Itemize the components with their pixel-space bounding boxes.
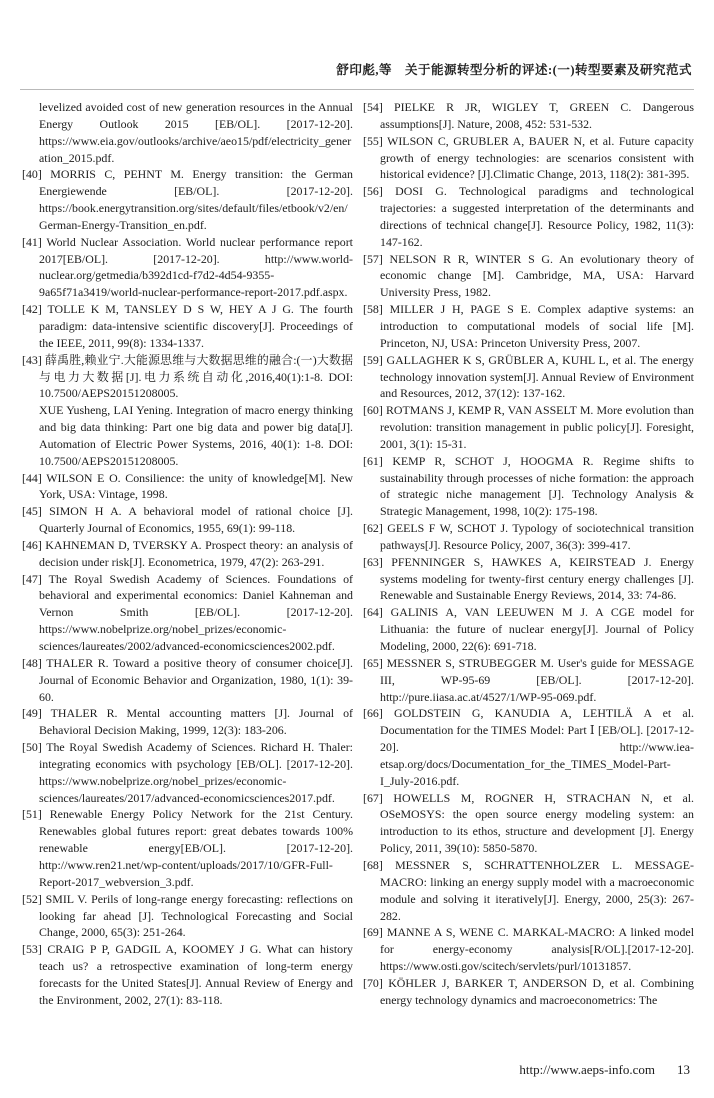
- reference-text: MANNE A S, WENE C. MARKAL-MACRO: A linked model for energy-economy analysis[R/OL].[2017-12-20]. https://www.osti.gov/scitech/servlets/purl/10131857.: [380, 925, 694, 974]
- running-header: [22, 60, 692, 78]
- reference-number: [58]: [363, 302, 383, 317]
- reference-item: [22, 739, 353, 806]
- reference-text: GEELS F W, SCHOT J. Typology of sociotechnical transition pathways[J]. Resource Policy, 2007, 36(3): 399-417.: [380, 521, 694, 552]
- page-footer: [519, 1062, 690, 1078]
- reference-item: [22, 891, 353, 942]
- reference-number: [70]: [363, 975, 383, 990]
- reference-number: [46]: [22, 537, 42, 552]
- reference-item: [363, 975, 694, 1009]
- left-column: [22, 99, 353, 1009]
- reference-text: NELSON R R, WINTER S G. An evolutionary theory of economic change [M]. Cambridge, MA, USA: Harvard University Press, 1982.: [380, 251, 694, 300]
- reference-item: [22, 941, 353, 1008]
- reference-item: [363, 705, 694, 789]
- reference-text: THALER R. Toward a positive theory of consumer choice[J]. Journal of Economic Behavior and Organization, 1980, 1(1): 39-60.: [39, 655, 353, 704]
- reference-number: [50]: [22, 740, 42, 755]
- reference-text: The Royal Swedish Academy of Sciences. Richard H. Thaler: integrating economics with psychology [EB/OL]. [2017-12-20]. https://www.nobelprize.org/nobel_prizes/economic-sciences/laureates/2017/advanced-economicsciences2017.pdf.: [39, 740, 353, 805]
- reference-item: [363, 251, 694, 302]
- reference-text: 薛禹胜,赖业宁.大能源思维与大数据思维的融合:(一)大数据与电力大数据[J].电力系统自动化,2016,40(1):1-8. DOI: 10.7500/AEPS20151208005.: [39, 352, 353, 401]
- page-number: 13: [677, 1062, 690, 1077]
- reference-item: [22, 402, 353, 469]
- reference-item: [363, 790, 694, 857]
- reference-item: [22, 705, 353, 739]
- reference-number: [43]: [22, 352, 42, 367]
- reference-item: [363, 402, 694, 453]
- reference-number: [52]: [22, 891, 42, 906]
- reference-number: [48]: [22, 655, 42, 670]
- reference-text: SMIL V. Perils of long-range energy forecasting: reflections on looking far ahead [J]. Technological Forecasting and Social Change, 2000, 65(3): 251-264.: [39, 891, 353, 940]
- reference-text: MILLER J H, PAGE S E. Complex adaptive systems: an introduction to computational models of social life [M]. Princeton, NJ, USA: Princeton University Press, 2007.: [380, 302, 694, 350]
- reference-text: MESSNER S, STRUBEGGER M. User's guide for MESSAGE III, WP-95-69 [EB/OL]. [2017-12-20]. http://pure.iiasa.ac.at/4527/1/WP-95-069.pdf.: [380, 655, 694, 704]
- reference-number: [68]: [363, 857, 383, 872]
- references-section: [22, 99, 694, 1009]
- reference-number: [69]: [363, 925, 383, 940]
- reference-text: DOSI G. Technological paradigms and technological trajectories: a suggested interpretation of the determinants and directions of technical change[J]. Resource Policy, 1982, 11(3): 147-162.: [380, 184, 694, 249]
- reference-text: KEMP R, SCHOT J, HOOGMA R. Regime shifts to sustainability through processes of niche formation: the approach of strategic niche management [J]. Technology Analysis & Strategic Management, 1998, 10(2): 175-198.: [380, 453, 694, 519]
- reference-number: [57]: [363, 251, 383, 266]
- reference-text: The Royal Swedish Academy of Sciences. Foundations of behavioral and experimental economics: Daniel Kahneman and Vernon Smith [EB/OL]. [2017-12-20]. https://www.nobelprize.org/nobel_prizes/economic-sciences/laureates/2002/advanced-economicsciences2002.pdf.: [39, 571, 353, 653]
- reference-item: [363, 857, 694, 924]
- reference-text: PIELKE R JR, WIGLEY T, GREEN C. Dangerous assumptions[J]. Nature, 2008, 452: 531-532.: [380, 100, 694, 131]
- reference-number: [63]: [363, 554, 383, 569]
- reference-text: MESSNER S, SCHRATTENHOLZER L. MESSAGE-MACRO: linking an energy supply model with a macroeconomic module and solving it iteratively[J]. Energy, 2000, 25(3): 267-282.: [380, 857, 694, 923]
- reference-text: TOLLE K M, TANSLEY D S W, HEY A J G. The fourth paradigm: data-intensive scientific discovery[J]. Proceedings of the IEEE, 2011, 99(8): 1334-1337.: [39, 302, 353, 350]
- reference-text: WILSON C, GRUBLER A, BAUER N, et al. Future capacity growth of energy technologies: are scenarios consistent with historical evidence? [J].Climatic Change, 2013, 118(2): 381-395.: [380, 133, 694, 182]
- reference-text: GOLDSTEIN G, KANUDIA A, LEHTILÄ A et al. Documentation for the TIMES Model: Part Ⅰ [EB/OL]. [2017-12-20]. http://www.iea-etsap.org/docs/Documentation_for_the_TIMES_Model-Part-I_July-2016.pdf.: [380, 706, 694, 788]
- reference-number: [51]: [22, 807, 42, 822]
- reference-item: [363, 352, 694, 403]
- reference-item: [22, 503, 353, 537]
- reference-text: THALER R. Mental accounting matters [J]. Journal of Behavioral Decision Making, 1999, 12(3): 183-206.: [39, 706, 353, 738]
- reference-item: [22, 655, 353, 706]
- reference-item: [363, 183, 694, 250]
- reference-number: [45]: [22, 504, 42, 519]
- reference-text: Renewable Energy Policy Network for the 21st Century. Renewables global futures report: great debates towards 100% renewable energy[EB/OL]. [2017-12-20]. http://www.ren21.net/wp-content/uploads/2017/10/GFR-Full-Report-2017_webversion_3.pdf.: [39, 807, 353, 889]
- reference-item: [363, 99, 694, 133]
- reference-text: HOWELLS M, ROGNER H, STRACHAN N, et al. OSeMOSYS: the open source energy modeling system: an introduction to its ethos, structure and development [J]. Energy Policy, 2011, 39(10): 5850-5870.: [380, 790, 694, 856]
- reference-item: [22, 301, 353, 352]
- right-column: [363, 99, 694, 1009]
- reference-item: [22, 571, 353, 655]
- header-rule: [20, 89, 694, 90]
- reference-number: [44]: [22, 470, 42, 485]
- reference-item: [22, 352, 353, 403]
- reference-text: levelized avoided cost of new generation resources in the Annual Energy Outlook 2015 [EB/OL]. [2017-12-20]. https://www.eia.gov/outlooks/archive/aeo15/pdf/electricity_generation_2015.pdf.: [39, 100, 353, 165]
- reference-number: [59]: [363, 352, 383, 367]
- reference-number: [62]: [363, 521, 383, 536]
- reference-number: [61]: [363, 453, 383, 468]
- reference-number: [47]: [22, 571, 42, 586]
- reference-text: KAHNEMAN D, TVERSKY A. Prospect theory: an analysis of decision under risk[J]. Econometrica, 1979, 47(2): 263-291.: [39, 537, 353, 569]
- reference-text: MORRIS C, PEHNT M. Energy transition: the German Energiewende [EB/OL]. [2017-12-20]. https://book.energytransition.org/sites/default/files/etbook/v2/en/German-Energy-Transition_en.pdf.: [39, 167, 353, 232]
- reference-number: [64]: [363, 605, 383, 620]
- reference-item: [363, 604, 694, 655]
- reference-text: KÖHLER J, BARKER T, ANDERSON D, et al. Combining energy technology dynamics and macroeconometrics: The: [380, 975, 694, 1007]
- reference-number: [53]: [22, 942, 42, 957]
- reference-text: SIMON H A. A behavioral model of rational choice [J]. Quarterly Journal of Economics, 1955, 69(1): 99-118.: [39, 504, 353, 536]
- reference-item: [363, 924, 694, 975]
- reference-item: [22, 806, 353, 890]
- reference-text: WILSON E O. Consilience: the unity of knowledge[M]. New York, USA: Vintage, 1998.: [39, 470, 353, 502]
- reference-item: [22, 537, 353, 571]
- reference-number: [40]: [22, 167, 42, 182]
- reference-number: [66]: [363, 706, 383, 721]
- reference-item: [22, 234, 353, 301]
- reference-text: GALLAGHER K S, GRÜBLER A, KUHL L, et al. The energy technology innovation system[J]. Annual Review of Environment and Resources, 2012, 37(12): 137-162.: [380, 352, 694, 401]
- reference-item: [363, 554, 694, 605]
- reference-item: [363, 520, 694, 554]
- reference-text: XUE Yusheng, LAI Yening. Integration of macro energy thinking and big data thinking: Part one big data and power big data[J]. Automation of Electric Power Systems, 2016, 40(1): 1-8. DOI: 10.7500/AEPS20151208005.: [39, 403, 353, 468]
- reference-item: [22, 470, 353, 504]
- reference-item: [22, 166, 353, 233]
- reference-number: [41]: [22, 234, 42, 249]
- reference-item: [363, 133, 694, 184]
- running-title: 舒印彪,等 关于能源转型分析的评述:(一)转型要素及研究范式: [336, 63, 692, 77]
- reference-text: GALINIS A, VAN LEEUWEN M J. A CGE model for Lithuania: the future of nuclear energy[J]. Journal of Policy Modeling, 2000, 22(6): 691-718.: [380, 605, 694, 653]
- reference-number: [49]: [22, 706, 42, 721]
- reference-text: CRAIG P P, GADGIL A, KOOMEY J G. What can history teach us? a retrospective examination of long-term energy forecasts for the United States[J]. Annual Review of Energy and the Environment, 2002, 27(1): 83-118.: [39, 942, 353, 1007]
- reference-text: ROTMANS J, KEMP R, VAN ASSELT M. More evolution than revolution: transition management in public policy[J]. Foresight, 2001, 3(1): 15-31.: [380, 403, 694, 451]
- reference-number: [65]: [363, 655, 383, 670]
- reference-number: [55]: [363, 133, 383, 148]
- reference-item: [363, 453, 694, 520]
- journal-url[interactable]: http://www.aeps-info.com: [519, 1062, 655, 1077]
- reference-number: [42]: [22, 302, 42, 317]
- reference-item: [363, 301, 694, 352]
- reference-number: [54]: [363, 100, 383, 114]
- reference-number: [67]: [363, 790, 383, 805]
- reference-text: World Nuclear Association. World nuclear performance report 2017[EB/OL]. [2017-12-20]. http://www.world-nuclear.org/getmedia/b392d1cd-f7d2-4d54-9355-9a65f71a3419/world-nuclear-performance-report-2017.pdf.aspx.: [39, 234, 353, 300]
- reference-number: [60]: [363, 403, 383, 418]
- reference-text: PFENNINGER S, HAWKES A, KEIRSTEAD J. Energy systems modeling for twenty-first century energy challenges [J]. Renewable and Sustainable Energy Reviews, 2014, 33: 74-86.: [380, 554, 694, 603]
- reference-item: [363, 655, 694, 706]
- reference-item: [22, 99, 353, 166]
- reference-number: [56]: [363, 184, 383, 199]
